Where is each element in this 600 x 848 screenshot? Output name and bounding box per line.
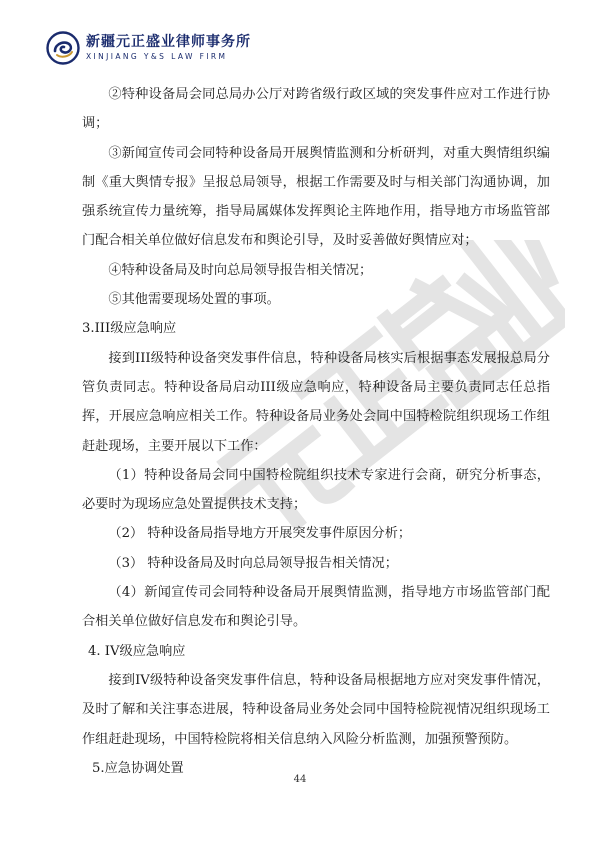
paragraph: （1）特种设备局会同中国特检院组织技术专家进行会商，研究分析事态，必要时为现场应急处置提供技术支持；: [82, 467, 550, 513]
paragraph: ③新闻宣传司会同特种设备局开展舆情监测和分析研判，对重大舆情组织编制《重大舆情专报》呈报总局领导，根据工作需要及时与相关部门沟通协调，加强系统宣传力量统筹，指导局属媒体发挥舆论主阵地作用，指导地方市场监管部门配合相关单位做好信息发布和舆论引导，及时妥善做好舆情应对；: [82, 145, 550, 249]
page-header: [46, 30, 251, 66]
firm-name-block: [86, 34, 251, 62]
paragraph: 接到IV级特种设备突发事件信息，特种设备局根据地方应对突发事件情况，及时了解和关注事态进展，特种设备局业务处会同中国特检院视情况组织现场工作组赶赴现场，中国特检院将相关信息纳入风险分析监测，加强预警预防。: [82, 672, 550, 747]
page-number: 44: [293, 774, 307, 785]
spiral-logo-icon: [46, 31, 80, 65]
paragraph: ④特种设备局及时向总局领导报告相关情况；: [108, 262, 373, 278]
section-heading: 5.应急协调处置: [92, 760, 184, 776]
paragraph: 接到III级特种设备突发事件信息，特种设备局核实后根据事态发展报总局分管负责同志。特种设备局启动III级应急响应，特种设备局主要负责同志任总指挥，开展应急响应相关工作。特种设备局业务处会同中国特检院组织现场工作组赶赴现场，主要开展以下工作：: [82, 350, 550, 454]
firm-name-cn: 新疆元正盛业律师事务所: [86, 34, 251, 50]
paragraph: ⑤其他需要现场处置的事项。: [108, 292, 280, 308]
firm-name-en: XINJIANG Y&S LAW FIRM: [86, 52, 228, 61]
paragraph: （2） 特种设备局指导地方开展突发事件原因分析；: [108, 526, 412, 542]
paragraph: （3） 特种设备局及时向总局领导报告相关情况；: [108, 555, 398, 571]
document-body: [82, 80, 550, 783]
section-heading: 4. IV级应急响应: [88, 643, 186, 659]
paragraph: ②特种设备局会同总局办公厅对跨省级行政区域的突发事件应对工作进行协调；: [82, 87, 550, 132]
section-heading: 3.III级应急响应: [82, 321, 177, 337]
paragraph: （4）新闻宣传司会同特种设备局开展舆情监测，指导地方市场监管部门配合相关单位做好信息发布和舆论引导。: [82, 585, 550, 630]
